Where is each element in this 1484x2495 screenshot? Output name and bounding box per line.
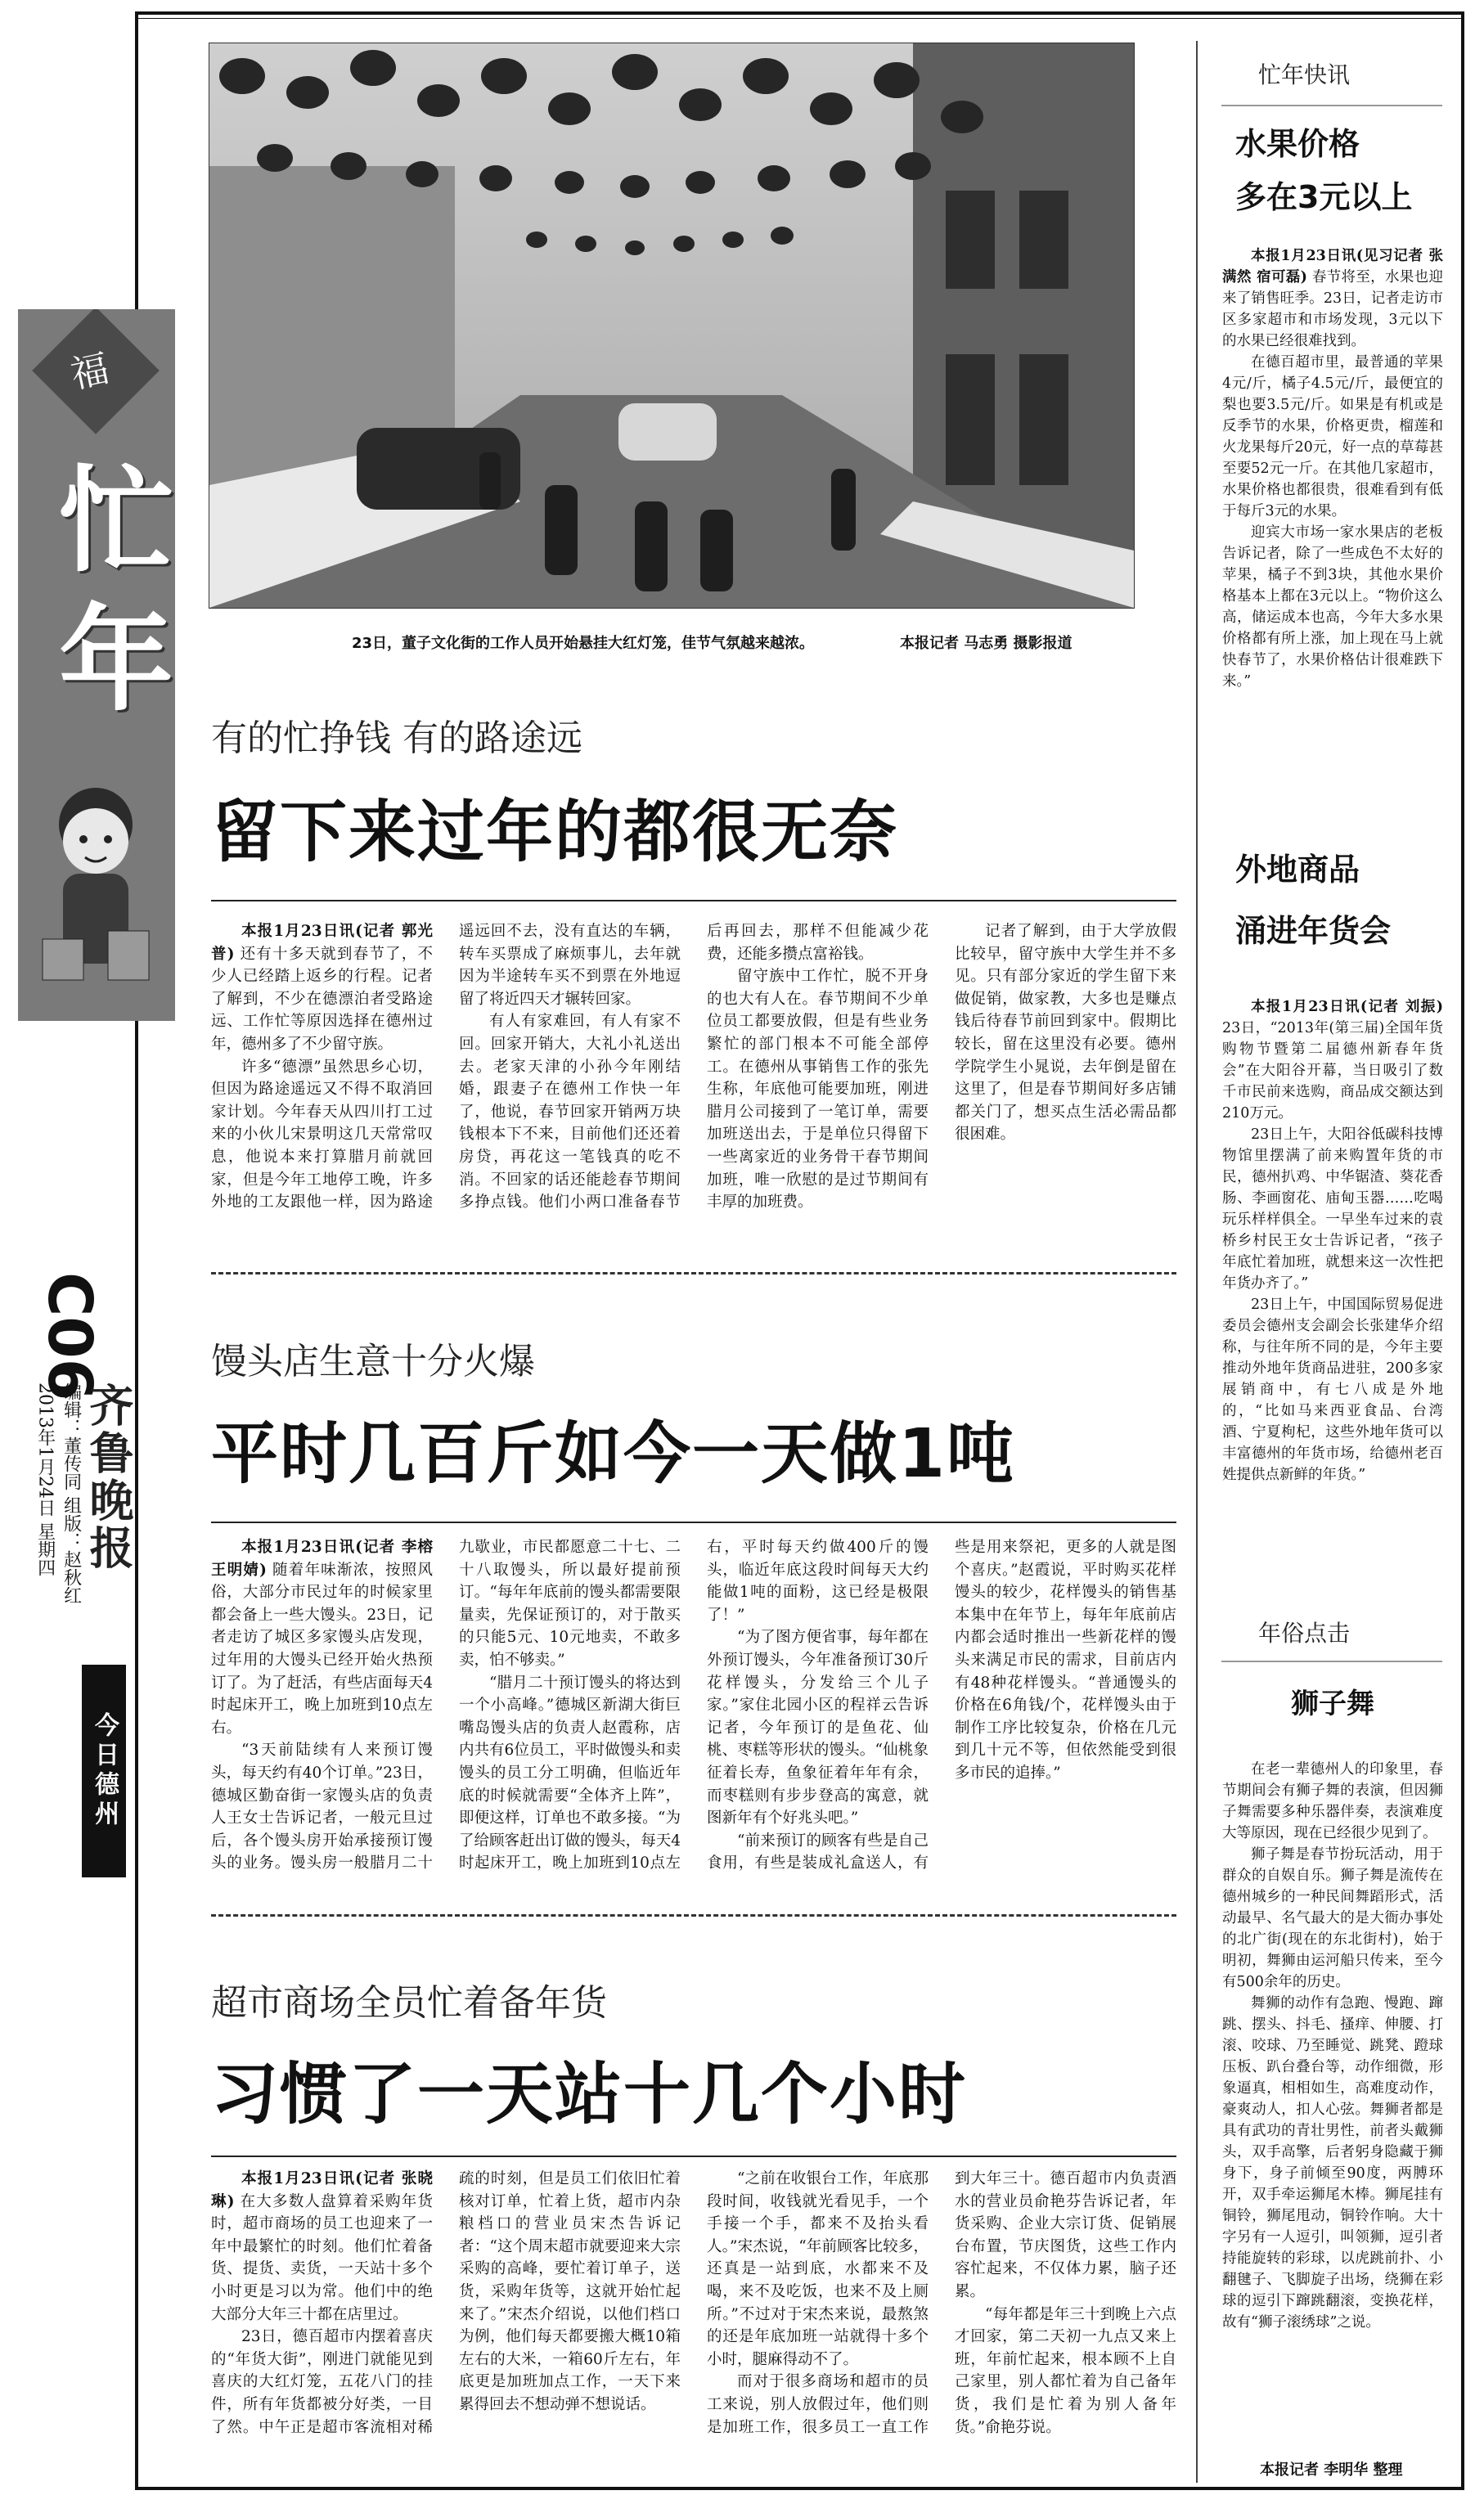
story1-divider [211,1272,1176,1274]
news3-body [1222,1759,1443,2454]
fu-character: 福 [66,345,113,398]
story1-paragraph: 有人有家难回，有人有家不回。回家开销大，大礼小礼送出去。老家天津的小孙今年刚结婚，跟妻子在德州工作快一年了，他说，春节回家开销两万块钱根本下不来，目前他们还还着房贷，再花这一笔钱真的吃不消。不回家的话还能趁春节期间多挣点钱。他们小两口准备春节后再回去，那样不但能减少花费，还能多攒点富裕钱。 [459,923,929,1212]
story3-paragraph: “每年都是年三十到晚上六点才回家，第二天初一九点又来上班，年前忙起来，根本顾不上自己家里，别人都忙着为自己备年货，我们是忙着为别人备年货。”俞艳芬说。 [955,2305,1176,2436]
brief-news-header: 忙年快讯 [1258,61,1351,88]
news1-lead: 本报1月23日讯(见习记者 张满然 宿可磊) [1222,248,1443,285]
story3-lead: 本报1月23日讯(记者 张晓琳) [211,2170,433,2210]
editor-credits: 编辑：董传同 组版：赵秋红 [61,1382,82,1604]
news3-paragraph: 舞狮的动作有急跑、慢跑、蹿跳、摆头、抖毛、搔痒、伸腰、打滚、咬球、乃至睡觉、跳凳、蹬球压板、趴台叠台等，动作细微，形象逼真，相相如生，高难度动作，豪爽动人，扣人心弦。舞狮者都是具有武功的青壮男性，前者头戴狮头，双手高擎，后者躬身隐藏于狮身下，身子前倾至90度，两膊环开，双手牵运狮尾木棒。狮尾挂有铜铃，狮尾甩动，铜铃作响。大十字另有一人逗引，叫领狮，逗引者持能旋转的彩球，以虎跳前扑、小翻毽子、飞脚旋子出场，绕狮在彩球的逗引下蹿跳翻滚，变换花样，故有“狮子滚绣球”之说。 [1222,1995,1443,2331]
story3-rule [211,2156,1176,2157]
photo-credit: 本报记者 马志勇 摄影报道 [900,635,1073,652]
news1-title-line2: 多在3元以上 [1235,179,1413,215]
story1-rule [211,900,1176,901]
story1-title: 留下来过年的都很无奈 [211,793,899,871]
story2-paragraph: “前来预订的顾客有些是自己食用，有些是装成礼盒送人，有些是用来祭祀，更多的人就是图个喜庆。”赵霞说，平时购买花样馒头的较少，花样馒头的销售基本集中在年节上，每年年底前店内都会适时推出一些新花样的馒头来满足市民的需求，目前店内有48种花样馒头。“普通馒头的价格在6角钱/个，花样馒头由于制作工序比较复杂，价格在几元到几十元不等，但依然能受到很多市民的追捧。” [707,1539,1176,1872]
story3-subtitle: 超市商场全员忙着备年货 [211,1982,607,2024]
story2-paragraph: “为了图方便省事，每年都在外预订馒头，今年准备预订30斤花样馒头，分发给三个儿子家。”家住北园小区的程祥云告诉记者，今年预订的是鱼花、仙桃、枣糕等形状的馒头。“仙桃象征着长寿，鱼象征着年年有余，而枣糕则有步步登高的寓意，就图新年有个好兆头吧。” [707,1629,929,1827]
story3-body [211,2168,1176,2479]
photo-caption: 23日，董子文化街的工作人员开始悬挂大红灯笼，佳节气氛越来越浓。 [352,635,815,652]
right-rule [1221,105,1442,106]
news2-paragraph: 23日上午，中国国际贸易促进委员会德州支会副会长张建华介绍称，与往年所不同的是，今年主要推动外地年货商品进驻，200多家展销商中，有七八成是外地的，“比如马来西亚食品、台湾酒、宁夏枸杞，这些外地年货可以丰富德州的年货市场，给德州老百姓提供点新鲜的年货。” [1222,1297,1443,1483]
section-banner [18,309,175,1021]
banner-char-nian: 年 [59,594,174,727]
story1-body [211,920,1176,1264]
news2-paragraph: 23日上午，大阳谷低碳科技博物馆里摆满了前来购置年货的市民，德州扒鸡、中华锯渣、葵花香肠、李画窗花、庙甸玉器……吃喝玩乐样样俱全。一早坐车过来的袁桥乡村民王女士告诉记者，“孩子年底忙着加班，就想来这一次性把年货办齐了。” [1222,1126,1443,1292]
issue-date: 2013年1月24日 星期四 [34,1382,56,1576]
story3-paragraph: 在大多数人盘算着采购年货时，超市商场的员工也迎来了一年中最繁忙的时刻。他们忙着备货、提货、卖货，一天站十多个小时更是习以为常。他们中的绝大部分大年三十都在店里过。 [211,2192,433,2323]
story3-title: 习惯了一天站十几个小时 [211,2056,968,2133]
news1-paragraph: 春节将至，水果也迎来了销售旺季。23日，记者走访市区多家超市和市场发现，3元以下的水果已经很难找到。 [1222,269,1443,349]
page-number: C06 [34,1272,105,1401]
banner-char-mang: 忙 [59,455,174,588]
story2-subtitle: 馒头店生意十分火爆 [211,1341,535,1382]
news3-credit: 本报记者 李明华 整理 [1260,2461,1403,2479]
frame-top-rule [135,11,1464,15]
photo-illustration [209,43,1134,608]
frame-right-rule [1461,11,1464,2490]
story2-rule [211,1522,1176,1523]
child-figure-icon [34,775,157,996]
story1-subtitle: 有的忙挣钱 有的路途远 [211,717,582,759]
frame-top-rule-thin [135,18,1464,19]
news3-paragraph: 狮子舞是春节扮玩活动，用于群众的自娱自乐。狮子舞是流传在德州城乡的一种民间舞蹈形式，活动最早、名气最大的是大衙办事处的北广街(现在的东北街村)，始于明初，舞狮由运河船只传来，至今有500余年的历史。 [1222,1846,1443,1990]
news2-title-line1: 外地商品 [1235,852,1360,888]
story2-paragraph: “腊月二十预订馒头的将达到一个小高峰。”德城区新湖大街巨嘴岛馒头店的负责人赵霞称，店内共有6位员工，平时做馒头和卖馒头的员工分工明确，但临近年底的时候就需要“全体齐上阵”，即便这样，订单也不敢多接。“为了给顾客赶出订做的馒头，每天4时起床开工，晚上加班到10点左右，平时每天约做400斤的馒头，临近年底这段时间每天大约能做1吨的面粉，这已经是极限了！” [459,1539,929,1872]
story3-paragraph: “之前在收银台工作，年底那段时间，收钱就光看见手，一个手接一个手，都来不及抬头看人。”宋杰说，“年前顾客比较多，还真是一站到底，水都来不及喝，来不及吃饭，也来不及上厕所。”不过对于宋杰来说，最熬煞的还是年底加班一站就得十多个小时，腿麻得动不了。 [707,2170,929,2368]
story1-paragraph: 还有十多天就到春节了，不少人已经踏上返乡的行程。记者了解到，不少在德漂泊者受路途远、工作忙等原因选择在德州过年，德州多了不少留守族。 [211,945,433,1053]
story1-lead: 本报1月23日讯(记者 郭光普) [211,923,433,963]
section-tag: 今日德州 [82,1665,126,1877]
story2-body [211,1536,1176,1904]
news3-title: 狮子舞 [1291,1688,1374,1720]
story2-lead: 本报1月23日讯(记者 李榕 王明婧) [211,1539,433,1579]
news1-title-line1: 水果价格 [1235,126,1360,162]
story1-paragraph: 记者了解到，由于大学放假比较早，留守族中大学生并不多见。只有部分家近的学生留下来做促销，做家教，大多也是赚点钱后待春节前回到家中。假期比较长，留在这里没有必要。德州学院学生小晁说，去年倒是留在这里了，但是春节期间好多店铺都关门了，想买点生活必需品都很困难。 [955,923,1176,1144]
news1-body [1222,245,1443,851]
story2-paragraph: 随着年味渐浓，按照风俗，大部分市民过年的时候家里都会备上一些大馒头。23日，记者走访了城区多家馒头店发现，过年用的大馒头已经开始火热预订了。为了赶活，有些店面每天4时起床开工，晚上加班到10点左右。 [211,1561,433,1737]
news1-paragraph: 在德百超市里，最普通的苹果4元/斤，橘子4.5元/斤，最便宜的梨也要3.5元/斤。如果是有机或是反季节的水果，价格更贵，榴莲和火龙果每斤20元，好一点的草莓甚至要52元一斤。在其他几家超市，水果价格也都很贵，很难看到有低于每斤3元的水果。 [1222,354,1443,519]
frame-bottom-rule [135,2487,1464,2490]
story2-paragraph: “3天前陆续有人来预订馒头，每天约有40个订单。”23日，德城区勤奋街一家馒头店的负责人王女士告诉记者，一般元旦过后，各个馒头房开始承接预订馒头的业务。馒头房一般腊月二十九歇业，市民都愿意二十七、二十八取馒头，所以最好提前预订。“每年年底前的馒头都需要限量卖，先保证预订的，对于散买的只能5元、10元地卖，不敢多卖，怕不够卖。” [211,1539,681,1872]
folk-custom-header: 年俗点击 [1258,1620,1351,1647]
column-divider [1196,41,1198,2483]
news2-lead: 本报1月23日讯(记者 刘振) [1251,999,1443,1015]
right-rule [1221,1661,1442,1662]
newspaper-name: 齐鲁晚报 [83,1382,135,1572]
story1-paragraph: 许多“德漂”虽然思乡心切，但因为路途遥远又不得不取消回家计划。今年春天从四川打工过来的小伙儿宋景明这几天常常叹息，他说本来打算腊月前就回家，但是今年工地停工晚，许多外地的工友跟他一样，因为路途遥远回不去，没有直达的车辆，转车买票成了麻烦事儿，去年就因为半途转车买不到票在外地逗留了将近四天才辗转回家。 [211,923,681,1212]
story3-paragraph: 而对于很多商场和超市的员工来说，别人放假过年，他们则是加班工作，很多员工一直工作到大年三十。德百超市内负责酒水的营业员俞艳芬告诉记者，年货采购、企业大宗订货、促销展台布置，节庆图货，这些工作内容忙起来，不仅体力累，脑子还累。 [707,2170,1176,2436]
news2-body [1222,996,1443,1606]
story2-divider [211,1914,1176,1917]
news2-paragraph: 23日，“2013年(第三届)全国年货购物节暨第二届德州新春年货会”在大阳谷开幕，当日吸引了数千市民前来选购，商品成交额达到210万元。 [1222,1020,1443,1122]
story3-paragraph: 23日，德百超市内摆着喜庆的“年货大街”，刚进门就能见到喜庆的大红灯笼，五花八门的挂件，所有年货都被分好类，一目了然。中午正是超市客流相对稀疏的时刻，但是员工们依旧忙着核对订单，忙着上货，超市内杂粮档口的营业员宋杰告诉记者：“这个周末超市就要迎来大宗采购的高峰，要忙着订单子，送货，采购年货等，这就开始忙起来了。”宋杰介绍说，以他们档口为例，他们每天都要搬大概10箱左右的大米，一箱60斤左右，年底更是加班加点工作，一天下来累得回去不想动弹不想说话。 [211,2170,681,2436]
news1-paragraph: 迎宾大市场一家水果店的老板告诉记者，除了一些成色不太好的苹果，橘子不到3块，其他水果价格基本上都在3元以上。“物价这么高，储运成本也高，今年大多水果价格都有所上涨，加上现在马上就快春节了，水果价格估计很难跌下来。” [1222,524,1443,690]
story1-paragraph: 留守族中工作忙，脱不开身的也大有人在。春节期间不少单位员工都要放假，但是有些业务繁忙的部门根本不可能全部停工。在德州从事销售工作的张先生称，年底他可能要加班，刚进腊月公司接到了一笔订单，需要加班送出去，于是单位只得留下一些离家近的业务骨干春节期间加班，唯一欣慰的是过节期间有丰厚的加班费。 [707,968,929,1212]
news2-title-line2: 涌进年货会 [1235,913,1392,949]
street-lanterns-photo [209,43,1135,609]
news3-paragraph: 在老一辈德州人的印象里，春节期间会有狮子舞的表演，但因狮子舞需要多种乐器伴奏，表演难度大等原因，现在已经很少见到了。 [1222,1761,1443,1841]
story2-title: 平时几百斤如今一天做1吨 [211,1415,1016,1493]
